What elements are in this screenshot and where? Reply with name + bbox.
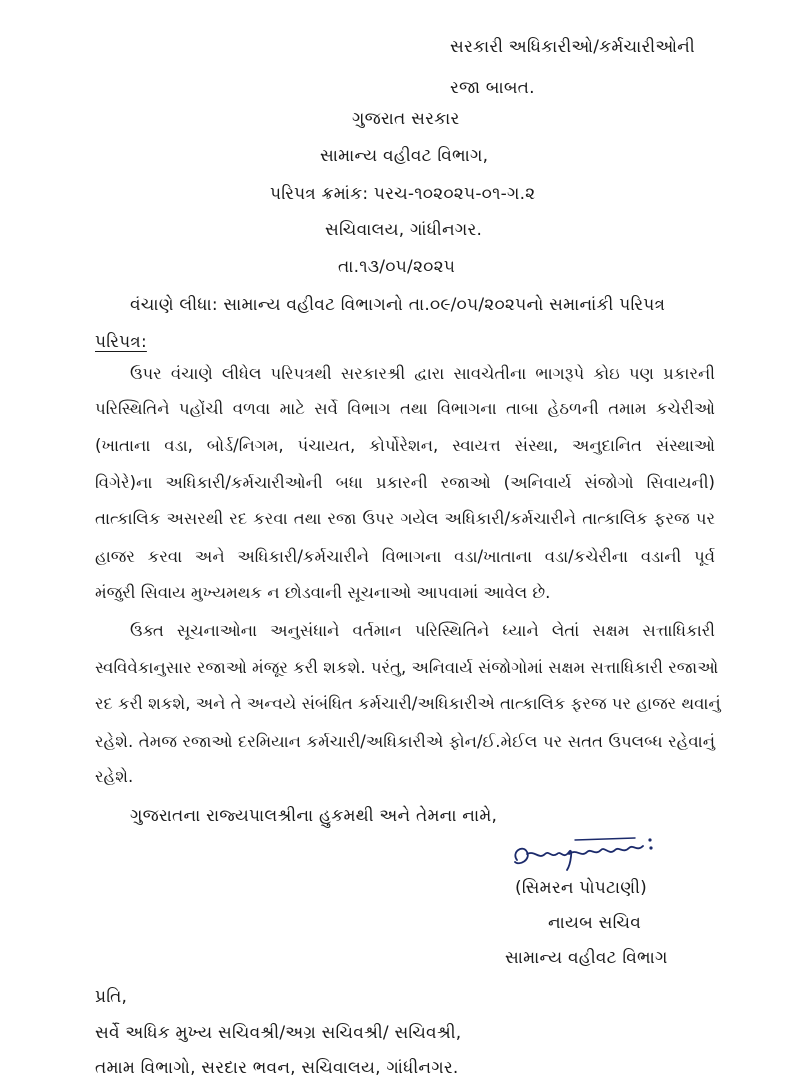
paragraph-2-line: રહેશે. તેમજ રજાઓ દરમિયાન કર્મચારી/અધિકારીએ ફોન/ઈ.મેઈલ પર સતત ઉપલબ્ધ રહેવાનું: [95, 732, 715, 751]
subject-line-1: સરકારી અધિકારીઓ/કર્મચારીઓની: [450, 37, 695, 57]
signatory-name: (સિમરન પોપટાણી): [515, 878, 647, 898]
office-address: સચિવાલય, ગાંધીનગર.: [325, 220, 483, 240]
recipients-line: તમામ વિભાગો, સરદાર ભવન, સચિવાલય, ગાંધીનગર.: [95, 1058, 459, 1078]
paragraph-1-line: વિગેરે)ના અધિકારી/કર્મચારીઓની બધા પ્રકારની રજાઓ (અનિવાર્ય સંજોગો સિવાયની): [95, 473, 715, 492]
signatory-title: નાયબ સચિવ: [548, 913, 642, 933]
department-name: સામાન્ય વહીવટ વિભાગ,: [320, 146, 489, 166]
signatory-department: સામાન્ય વહીવટ વિભાગ: [505, 948, 668, 968]
paragraph-2-line: રદ કરી શકશે, અને તે અન્વયે સંબંધિત કર્મચારી/અધિકારીએ તાત્કાલિક ફરજ પર હાજર થવાનું: [95, 694, 721, 713]
paragraph-1-line: હાજર કરવા અને અધિકારી/કર્મચારીને વિભાગના વડા/ખાતાના વડા/કચેરીના વડાની પૂર્વ: [95, 547, 715, 566]
recipients-line: સર્વે અધિક મુખ્ય સચિવશ્રી/અગ્ર સચિવશ્રી/ સચિવશ્રી,: [95, 1023, 462, 1043]
paragraph-1-line: મંજુરી સિવાય મુખ્યમથક ન છોડવાની સૂચનાઓ આપવામાં આવેલ છે.: [95, 583, 551, 602]
paragraph-2-line: ઉક્ત સૂચનાઓના અનુસંધાને વર્તમાન પરિસ્થિતિને ધ્યાને લેતાં સક્ષમ સત્તાધિકારી: [130, 621, 715, 640]
paragraph-1-line: તાત્કાલિક અસરથી રદ કરવા તથા રજા ઉપર ગયેલ અધિકારી/કર્મચારીને તાત્કાલિક ફરજ પર: [95, 509, 715, 528]
closing-line: ગુજરાતના રાજ્યપાલશ્રીના હુકમથી અને તેમના નામે,: [130, 806, 498, 826]
paragraph-1-line: ઉપર વંચાણે લીધેલ પરિપત્રથી સરકારશ્રી દ્વારા સાવચેતીના ભાગરૂપે કોઇ પણ પ્રકારની: [130, 364, 715, 383]
reference-line: વંચાણે લીધા: સામાન્ય વહીવટ વિભાગનો તા.૦૯/૦૫/૨૦૨૫નો સમાનાંકી પરિપત્ર: [130, 295, 666, 315]
circular-heading: પરિપત્ર:: [95, 332, 147, 352]
circular-date: તા.૧૩/૦૫/૨૦૨૫: [338, 257, 456, 277]
subject-line-2: રજા બાબત.: [450, 78, 535, 98]
government-name: ગુજરાત સરકાર: [352, 109, 460, 129]
paragraph-2-line: રહેશે.: [95, 767, 134, 786]
paragraph-2-line: સ્વવિવેકાનુસાર રજાઓ મંજૂર કરી શકશે. પરંતુ, અનિવાર્ય સંજોગોમાં સક્ષમ સત્તાધિકારી રજાઓ: [95, 658, 719, 677]
circular-number: પરિપત્ર ક્રમાંક: પરચ-૧૦૨૦૨૫-૦૧-ગ.૨: [270, 184, 536, 204]
paragraph-1-line: પરિસ્થિતિને પહોંચી વળવા માટે સર્વે વિભાગ તથા વિભાગના તાબા હેઠળની તમામ કચેરીઓ: [95, 399, 715, 418]
recipients-heading: પ્રતિ,: [95, 987, 128, 1007]
paragraph-1-line: (ખાતાના વડા, બોર્ડ/નિગમ, પંચાયત, કોર્પોરેશન, સ્વાયત્ત સંસ્થા, અનુદાનિત સંસ્થાઓ: [95, 436, 715, 455]
handwritten-signature: [505, 830, 665, 875]
